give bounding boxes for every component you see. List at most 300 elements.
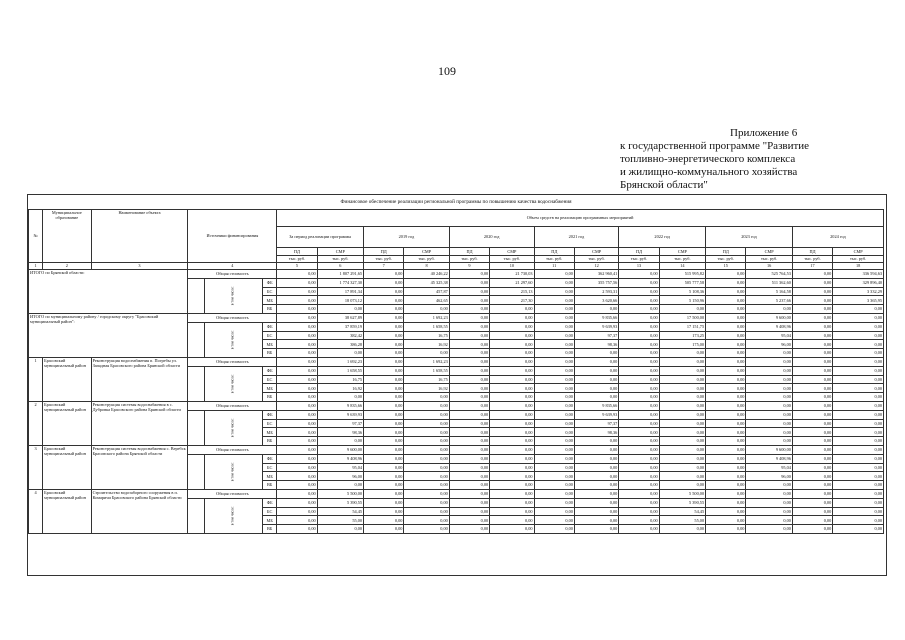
value-cell: 96,00 [317,472,363,481]
column-number: 2 [43,263,91,270]
value-cell: 0,00 [277,296,317,305]
value-cell: 9 600,00 [317,445,363,454]
value-cell: 0,00 [706,454,746,463]
column-number: 12 [574,263,618,270]
value-cell: 0,00 [449,498,489,507]
value-cell: 0,00 [490,384,534,393]
value-cell: 98,36 [574,428,618,437]
value-cell: 0,00 [619,454,659,463]
column-number: 6 [317,263,363,270]
header-source: Источники финансирования [188,210,277,263]
value-cell: 0,00 [277,305,317,314]
incl-label: в том числе: [204,498,263,533]
source-label: ФБ [263,278,277,287]
value-cell: 55,00 [659,516,705,525]
value-cell: 0,00 [706,270,746,279]
value-cell: 1 692,23 [404,357,449,366]
value-cell: 0,00 [404,454,449,463]
value-cell: 0,00 [792,428,832,437]
value-cell: 0,00 [534,375,574,384]
value-cell: 0,00 [792,331,832,340]
value-cell: 3 620,66 [574,296,618,305]
header-pd: ПД [619,248,659,256]
value-cell: 0,00 [534,331,574,340]
value-cell: 16,92 [317,384,363,393]
value-cell: 0,00 [277,525,317,534]
value-cell: 0,00 [490,516,534,525]
value-cell: 0,00 [449,516,489,525]
value-cell: 0,00 [490,331,534,340]
value-cell: 0,00 [619,401,659,410]
value-cell: 0,00 [404,507,449,516]
value-cell: 0,00 [619,384,659,393]
value-cell: 0,00 [364,296,404,305]
value-cell: 0,00 [490,305,534,314]
value-cell: 0,00 [364,384,404,393]
value-cell: 0,00 [619,322,659,331]
value-cell: 0,00 [792,516,832,525]
value-cell: 0,00 [706,296,746,305]
value-cell: 0,00 [619,507,659,516]
value-cell: 0,00 [619,296,659,305]
source-label: ВБ [263,305,277,314]
value-cell: 5 164,58 [746,287,792,296]
value-cell: 511 362,60 [746,278,792,287]
value-cell: 0,00 [833,472,884,481]
value-cell: 0,00 [792,419,832,428]
value-cell: 386,28 [317,340,363,349]
value-cell: 0,00 [619,525,659,534]
value-cell: 21 730,03 [490,270,534,279]
source-label: ВБ [263,393,277,402]
value-cell: 9 639,93 [317,410,363,419]
value-cell: 0,00 [490,375,534,384]
source-label: БС [263,507,277,516]
value-cell: 0,00 [364,287,404,296]
value-cell: 2 593,31 [574,287,618,296]
value-cell: 0,00 [746,357,792,366]
header-unit: тыс. руб. [746,256,792,263]
value-cell: 0,00 [490,322,534,331]
value-cell: 0,00 [833,410,884,419]
value-cell: 0,00 [534,498,574,507]
value-cell: 0,00 [490,410,534,419]
value-cell: 9 639,93 [574,322,618,331]
source-label: МБ [263,384,277,393]
value-cell: 0,00 [659,472,705,481]
header-smr: СМР [490,248,534,256]
value-cell: 0,00 [792,437,832,446]
value-cell: 9 639,93 [574,410,618,419]
value-cell: 0,00 [833,366,884,375]
value-cell: 0,00 [659,481,705,490]
header-pd: ПД [277,248,317,256]
value-cell: 0,00 [659,410,705,419]
header-unit: тыс. руб. [277,256,317,263]
header-year-2022: 2022 год [619,227,706,248]
row-number: 3 [29,445,43,489]
value-cell: 0,00 [706,428,746,437]
value-cell: 0,00 [277,498,317,507]
value-cell: 0,00 [534,454,574,463]
value-cell: 0,00 [792,384,832,393]
column-number: 7 [364,263,404,270]
header-year-2020: 2020 год [449,227,534,248]
value-cell: 0,00 [490,401,534,410]
value-cell: 0,00 [659,349,705,358]
value-cell: 0,00 [364,305,404,314]
value-cell: 95,04 [317,463,363,472]
value-cell: 17 500,00 [659,313,705,322]
value-cell: 0,00 [833,445,884,454]
value-cell: 0,00 [364,428,404,437]
value-cell: 0,00 [574,507,618,516]
value-cell: 16,75 [404,375,449,384]
value-cell: 0,00 [534,516,574,525]
value-cell: 0,00 [534,357,574,366]
value-cell: 362 960,41 [574,270,618,279]
value-cell: 0,00 [449,437,489,446]
value-cell: 0,00 [574,498,618,507]
funding-table [28,209,884,534]
header-municipality: Муниципальное образование [43,210,91,263]
value-cell: 0,00 [534,428,574,437]
value-cell: 0,00 [574,375,618,384]
value-cell: 0,00 [277,410,317,419]
value-cell: 9 600,00 [746,445,792,454]
value-cell: 0,00 [619,516,659,525]
value-cell: 0,00 [534,489,574,498]
appendix-line: Брянской области" [620,179,708,191]
header-smr: СМР [833,248,884,256]
value-cell: 0,00 [364,366,404,375]
value-cell: 0,00 [833,331,884,340]
value-cell: 0,00 [619,437,659,446]
value-cell: 215,13 [490,287,534,296]
value-cell: 0,00 [746,507,792,516]
value-cell: 0,00 [746,498,792,507]
value-cell: 0,00 [277,393,317,402]
source-spacer [188,278,204,313]
incl-label: в том числе: [204,410,263,445]
value-cell: 0,00 [659,428,705,437]
value-cell: 0,00 [364,454,404,463]
header-pd: ПД [792,248,832,256]
value-cell: 0,00 [449,305,489,314]
header-pd: ПД [706,248,746,256]
source-label: ВБ [263,525,277,534]
value-cell: 0,00 [490,525,534,534]
value-cell: 0,00 [706,366,746,375]
value-cell: 54,45 [317,507,363,516]
value-cell: 0,00 [619,472,659,481]
value-cell: 0,00 [490,349,534,358]
header-year-2019: 2019 год [364,227,450,248]
value-cell: 0,00 [449,410,489,419]
value-cell: 0,00 [574,437,618,446]
column-number: 9 [449,263,489,270]
value-cell: 0,00 [833,401,884,410]
value-cell: 0,00 [449,419,489,428]
source-label: ВБ [263,349,277,358]
value-cell: 97,37 [574,331,618,340]
value-cell: 97,37 [574,419,618,428]
source-label: МБ [263,428,277,437]
value-cell: 0,00 [746,366,792,375]
value-cell: 0,00 [449,340,489,349]
column-number: 10 [490,263,534,270]
value-cell: 0,00 [364,463,404,472]
value-cell: 0,00 [277,349,317,358]
column-number: 14 [659,263,705,270]
value-cell: 457,87 [404,287,449,296]
value-cell: 0,00 [833,384,884,393]
value-cell: 0,00 [277,340,317,349]
source-label: ФБ [263,410,277,419]
value-cell: 0,00 [364,322,404,331]
value-cell: 0,00 [449,296,489,305]
row-number: 4 [29,489,43,533]
value-cell: 0,00 [574,481,618,490]
value-cell: 0,00 [534,366,574,375]
value-cell: 0,00 [792,349,832,358]
value-cell: 0,00 [364,270,404,279]
value-cell: 0,00 [490,340,534,349]
value-cell: 5 500,00 [317,489,363,498]
value-cell: 95,04 [746,463,792,472]
value-cell: 0,00 [449,472,489,481]
header-unit: тыс. руб. [659,256,705,263]
value-cell: 9 835,66 [317,401,363,410]
value-cell: 0,00 [833,349,884,358]
value-cell: 37 859,19 [317,322,363,331]
value-cell: 0,00 [277,445,317,454]
value-cell: 0,00 [746,525,792,534]
source-label: Общая стоимость [188,401,277,410]
value-cell: 0,00 [364,445,404,454]
value-cell: 0,00 [792,270,832,279]
value-cell: 16,75 [317,375,363,384]
value-cell: 0,00 [490,489,534,498]
value-cell: 0,00 [534,393,574,402]
value-cell: 0,00 [619,481,659,490]
value-cell: 1 774 327,30 [317,278,363,287]
value-cell: 0,00 [490,481,534,490]
value-cell: 0,00 [404,410,449,419]
source-label: Общая стоимость [188,313,277,322]
value-cell: 9 408,96 [746,454,792,463]
value-cell: 0,00 [619,357,659,366]
value-cell: 0,00 [792,393,832,402]
value-cell: 0,00 [619,366,659,375]
value-cell: 9 408,96 [746,322,792,331]
source-label: МБ [263,516,277,525]
value-cell: 0,00 [277,313,317,322]
value-cell: 0,00 [490,313,534,322]
value-cell: 1 692,23 [404,313,449,322]
value-cell: 38 627,89 [317,313,363,322]
value-cell: 0,00 [449,349,489,358]
value-cell: 0,00 [277,507,317,516]
value-cell: 0,00 [659,445,705,454]
value-cell: 462,65 [404,296,449,305]
value-cell: 0,00 [449,463,489,472]
value-cell: 97,37 [317,419,363,428]
value-cell: 329 896,40 [833,278,884,287]
value-cell: 0,00 [746,393,792,402]
value-cell: 0,00 [277,331,317,340]
value-cell: 0,00 [706,472,746,481]
value-cell: 0,00 [574,516,618,525]
value-cell: 515 995,82 [659,270,705,279]
value-cell: 0,00 [534,481,574,490]
value-cell: 95,04 [746,331,792,340]
value-cell: 9 408,96 [317,454,363,463]
value-cell: 0,00 [619,489,659,498]
value-cell: 0,00 [833,498,884,507]
value-cell: 0,00 [534,278,574,287]
column-number: 3 [91,263,188,270]
value-cell: 0,00 [833,525,884,534]
value-cell: 0,00 [534,305,574,314]
value-cell: 0,00 [404,437,449,446]
value-cell: 0,00 [404,472,449,481]
value-cell: 0,00 [619,375,659,384]
value-cell: 0,00 [706,331,746,340]
header-object: Наименование объекта [91,210,188,263]
value-cell: 0,00 [619,340,659,349]
value-cell: 0,00 [490,454,534,463]
header-funds: Объем средств на реализацию программных мероприятий [277,210,884,227]
value-cell: 0,00 [659,525,705,534]
value-cell: 16,92 [404,384,449,393]
value-cell: 0,00 [404,305,449,314]
value-cell: 0,00 [534,437,574,446]
source-label: Общая стоимость [188,489,277,498]
object-cell: Реконструкция системы водоснабжения с. Веребск Брасовского района Брянской области [91,445,188,489]
value-cell: 0,00 [659,384,705,393]
value-cell: 0,00 [746,401,792,410]
value-cell: 0,00 [490,507,534,516]
value-cell: 0,00 [277,463,317,472]
object-cell: Реконструкция системы водоснабжения в с. Дубровка Брасовского района Брянской области [91,401,188,445]
value-cell: 0,00 [317,349,363,358]
value-cell: 0,00 [792,313,832,322]
value-cell: 175,00 [659,340,705,349]
block-title: ИТОГО по Брянской области: [29,270,188,314]
value-cell: 45 325,38 [404,278,449,287]
value-cell: 0,00 [619,278,659,287]
value-cell: 0,00 [277,401,317,410]
header-unit: тыс. руб. [449,256,489,263]
source-label: БС [263,463,277,472]
value-cell: 0,00 [277,366,317,375]
header-unit: тыс. руб. [706,256,746,263]
value-cell: 0,00 [792,525,832,534]
value-cell: 0,00 [277,419,317,428]
value-cell: 0,00 [449,445,489,454]
municipality-cell: Брасовский муниципальный район [43,401,91,445]
value-cell: 0,00 [706,481,746,490]
value-cell: 0,00 [277,357,317,366]
appendix-heading [620,127,890,192]
value-cell: 0,00 [619,428,659,437]
value-cell: 0,00 [574,445,618,454]
value-cell: 0,00 [574,472,618,481]
value-cell: 0,00 [746,437,792,446]
value-cell: 0,00 [619,331,659,340]
value-cell: 0,00 [449,454,489,463]
value-cell: 0,00 [792,401,832,410]
value-cell: 0,00 [706,463,746,472]
value-cell: 0,00 [277,472,317,481]
value-cell: 0,00 [404,393,449,402]
column-number: 18 [833,263,884,270]
value-cell: 0,00 [833,437,884,446]
value-cell: 0,00 [404,498,449,507]
value-cell: 0,00 [449,287,489,296]
value-cell: 1 807 291,65 [317,270,363,279]
value-cell: 0,00 [619,287,659,296]
value-cell: 0,00 [574,454,618,463]
value-cell: 0,00 [404,349,449,358]
value-cell: 0,00 [364,507,404,516]
header-unit: тыс. руб. [364,256,404,263]
value-cell: 5 108,36 [659,287,705,296]
header-smr: СМР [574,248,618,256]
value-cell: 0,00 [619,305,659,314]
object-cell: Строительство водозаборного сооружения в п. Комаричи Брасовского района Брянской области [91,489,188,533]
value-cell: 0,00 [277,437,317,446]
value-cell: 0,00 [449,393,489,402]
value-cell: 0,00 [317,393,363,402]
value-cell: 55,00 [317,516,363,525]
value-cell: 0,00 [833,516,884,525]
value-cell: 0,00 [364,437,404,446]
column-number: 4 [188,263,277,270]
page-number: 109 [438,64,456,78]
value-cell: 0,00 [449,401,489,410]
value-cell: 0,00 [317,437,363,446]
value-cell: 0,00 [449,489,489,498]
value-cell: 16,92 [404,340,449,349]
value-cell: 9 600,00 [746,313,792,322]
value-cell: 0,00 [659,401,705,410]
header-unit: тыс. руб. [534,256,574,263]
appendix-line: и жилищно-коммунального хозяйства [620,166,798,178]
value-cell: 0,00 [792,507,832,516]
value-cell: 0,00 [706,357,746,366]
table-caption: Финансовое обеспечение реализации региональной программы по повышению качества водоснабжения [340,199,572,205]
value-cell: 0,00 [574,357,618,366]
value-cell: 16,75 [404,331,449,340]
source-label: БС [263,331,277,340]
value-cell: 0,00 [706,489,746,498]
source-label: Общая стоимость [188,357,277,366]
incl-label: в том числе: [204,322,263,357]
value-cell: 0,00 [706,525,746,534]
value-cell: 0,00 [792,278,832,287]
value-cell: 0,00 [619,393,659,402]
value-cell: 0,00 [792,375,832,384]
value-cell: 0,00 [659,393,705,402]
source-label: ФБ [263,366,277,375]
value-cell: 40 246,22 [404,270,449,279]
source-label: ФБ [263,322,277,331]
value-cell: 0,00 [534,287,574,296]
value-cell: 0,00 [404,525,449,534]
value-cell: 217,30 [490,296,534,305]
